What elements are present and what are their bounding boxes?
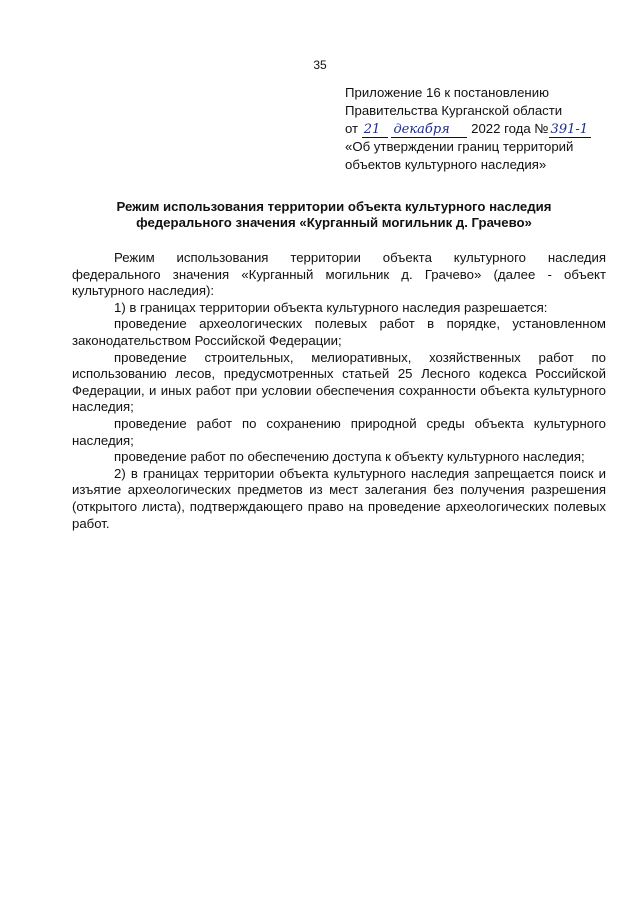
appendix-header [345, 84, 605, 174]
paragraph: проведение работ по сохранению природной среды объекта культурного наследия; [72, 415, 606, 448]
document-body [72, 250, 606, 532]
date-prefix: от [345, 121, 359, 136]
page-number: 35 [313, 58, 327, 72]
paragraph: 1) в границах территории объекта культурного наследия разрешается: [114, 299, 548, 315]
appendix-line: Правительства Курганской области [345, 103, 563, 118]
number-sign: № [534, 121, 549, 136]
appendix-line: «Об утверждении границ территорий [345, 139, 574, 154]
document-title [84, 199, 584, 231]
handwritten-month: декабря [391, 123, 467, 138]
paragraph: Режим использования территории объекта культурного наследия федерального значения «Курганный могильник д. Грачево» (далее - объект культурного наследия): [72, 250, 606, 299]
paragraph: проведение археологических полевых работ в порядке, установленном законодательством Российской Федерации; [72, 316, 606, 348]
paragraph: 2) в границах территории объекта культурного наследия запрещается поиск и изъятие археологических предметов из мест залегания без получения разрешения (открытого листа), подтверждающего право на проведение археологических полевых работ. [72, 465, 606, 531]
appendix-line: Приложение 16 к постановлению [345, 85, 549, 100]
title-line: Режим использования территории объекта культурного наследия [116, 199, 552, 214]
handwritten-number: 391-1 [549, 123, 591, 138]
paragraph: проведение строительных, мелиоративных, хозяйственных работ по использованию лесов, предусмотренных статьей 25 Лесного кодекса Российской Федерации, и иных работ при условии обеспечения сохранности объекта культурного наследия; [72, 349, 606, 415]
paragraph: проведение работ по обеспечению доступа к объекту культурного наследия; [114, 449, 585, 465]
date-number-line [345, 120, 605, 138]
appendix-line: объектов культурного наследия» [345, 157, 547, 172]
title-line: федерального значения «Курганный могильник д. Грачево» [136, 215, 532, 230]
handwritten-day: 21 [362, 123, 388, 138]
date-year: 2022 года [471, 121, 531, 136]
